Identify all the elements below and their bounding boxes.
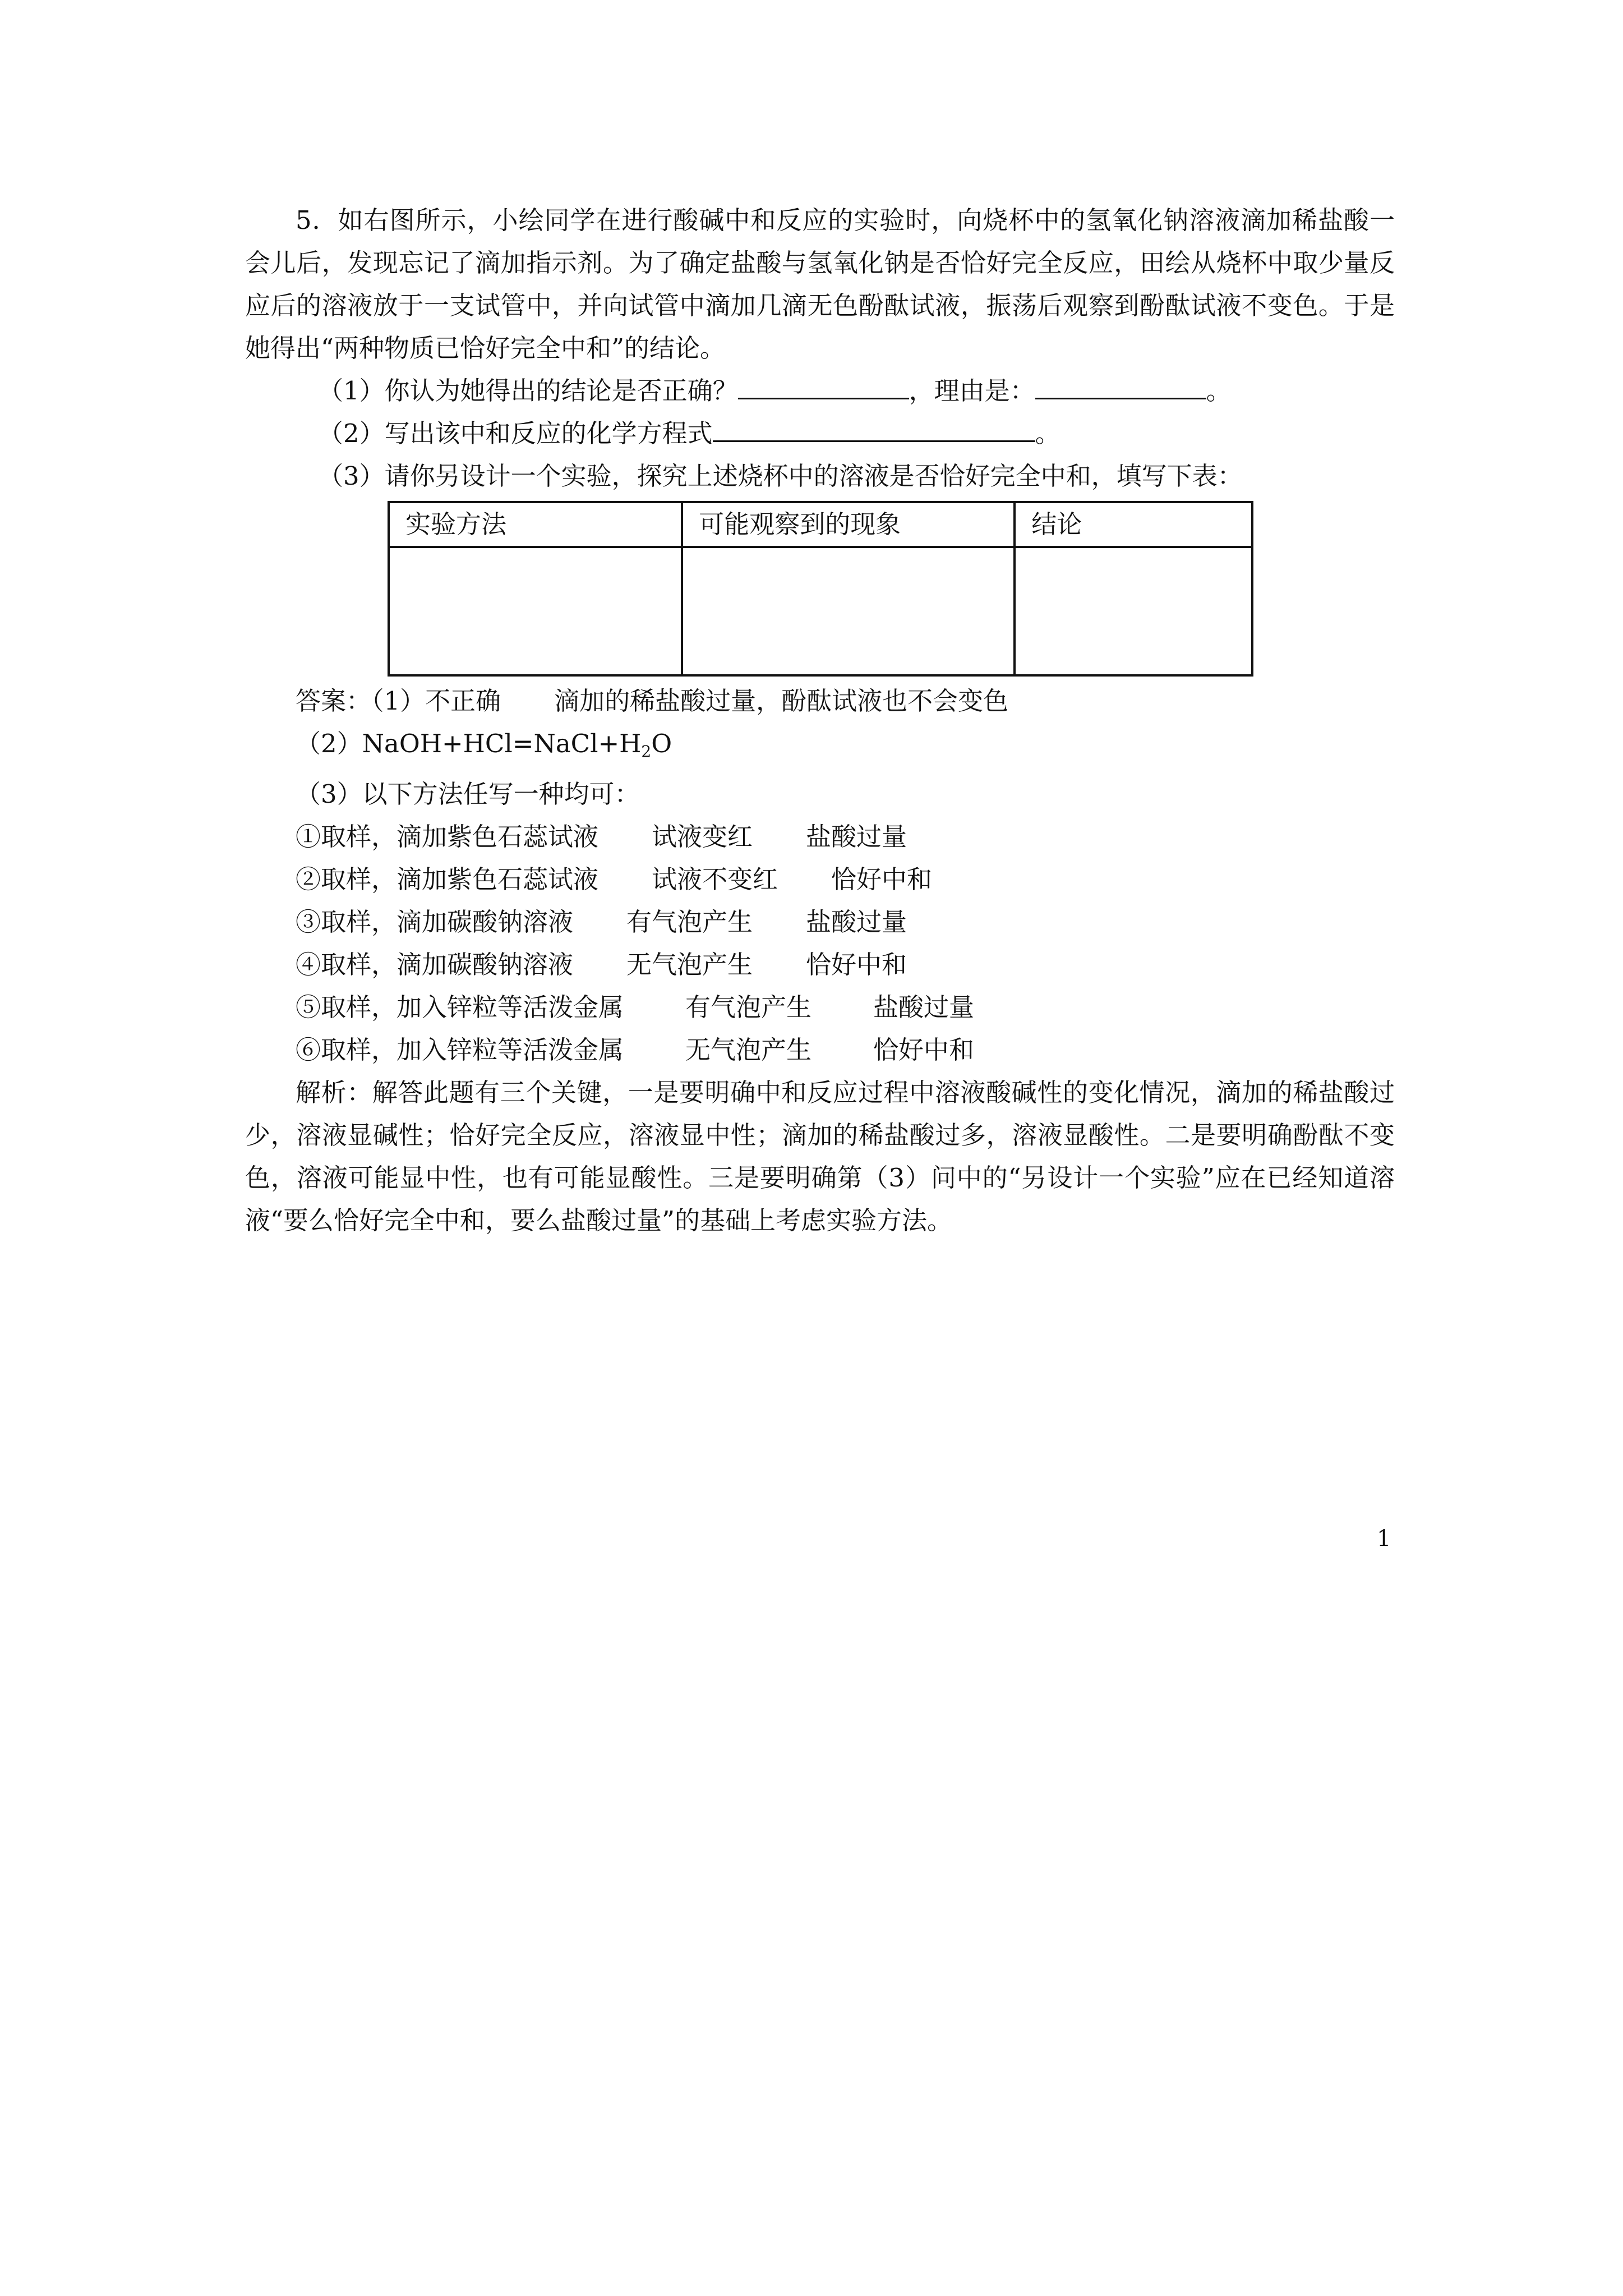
answer-2-equation-end: O <box>651 729 672 758</box>
list-item <box>245 944 1395 986</box>
option-phenomenon: 无气泡产生 <box>685 1035 812 1065</box>
list-item <box>245 1029 1395 1071</box>
option-method: ①取样，滴加紫色石蕊试液 <box>296 822 599 852</box>
list-item <box>245 986 1395 1029</box>
table-header-conclusion: 结论 <box>1015 502 1252 547</box>
question-3: （3）请你另设计一个实验，探究上述烧杯中的溶液是否恰好完全中和，填写下表： <box>318 461 1243 491</box>
answer-1-label: 答案：（1）不正确 <box>296 686 501 716</box>
answer-2-equation: （2）NaOH+HCl=NaCl+H <box>296 729 642 758</box>
option-phenomenon: 无气泡产生 <box>626 950 753 979</box>
option-conclusion: 恰好中和 <box>873 1035 975 1065</box>
answer-blank-3[interactable] <box>713 418 1035 442</box>
question-2-end: 。 <box>1035 418 1061 448</box>
option-conclusion: 恰好中和 <box>806 950 907 979</box>
analysis: 解析：解答此题有三个关键，一是要明确中和反应过程中溶液酸碱性的变化情况，滴加的稀盐酸过少，溶液显碱性；恰好完全反应，溶液显中性；滴加的稀盐酸过多，溶液显酸性。二是要明确酚酞不变色，溶液可能显中性，也有可能显酸性。三是要明确第（3）问中的“另设计一个实验”应在已经知道溶液“要么恰好完全中和，要么盐酸过量”的基础上考虑实验方法。 <box>245 1078 1395 1235</box>
experiment-table <box>388 501 1253 677</box>
list-item <box>245 858 1395 901</box>
question-1-end: 。 <box>1206 376 1232 406</box>
page-number: 1 <box>1377 1526 1391 1552</box>
question-1 <box>245 370 1395 412</box>
question-stem: 5．如右图所示，小绘同学在进行酸碱中和反应的实验时，向烧杯中的氢氧化钠溶液滴加稀盐酸一会儿后，发现忘记了滴加指示剂。为了确定盐酸与氢氧化钠是否恰好完全反应，田绘从烧杯中取少量反应后的溶液放于一支试管中，并向试管中滴加几滴无色酚酞试液，振荡后观察到酚酞试液不变色。于是她得出“两种物质已恰好完全中和”的结论。 <box>245 205 1395 363</box>
list-item <box>245 816 1395 858</box>
question-1-reason-text: ，理由是： <box>909 376 1035 406</box>
option-phenomenon: 试液变红 <box>652 822 753 852</box>
answer-options <box>245 816 1395 1071</box>
answer-blank-1[interactable] <box>738 375 909 399</box>
list-item <box>245 901 1395 944</box>
question-2 <box>245 412 1395 455</box>
answer-2 <box>245 723 1395 773</box>
option-method: ③取样，滴加碳酸钠溶液 <box>296 907 574 937</box>
option-method: ④取样，滴加碳酸钠溶液 <box>296 950 574 979</box>
option-phenomenon: 有气泡产生 <box>685 992 812 1022</box>
option-conclusion: 盐酸过量 <box>873 992 975 1022</box>
table-header-method: 实验方法 <box>389 502 682 547</box>
table-header-row <box>389 502 1252 547</box>
table-header-phenomenon: 可能观察到的现象 <box>682 502 1015 547</box>
answer-2-subscript: 2 <box>641 742 652 761</box>
option-phenomenon: 有气泡产生 <box>626 907 753 937</box>
question-2-text: （2）写出该中和反应的化学方程式 <box>318 418 713 448</box>
table-cell-conclusion[interactable] <box>1015 547 1252 675</box>
option-phenomenon: 试液不变红 <box>652 864 778 894</box>
answer-3: （3）以下方法任写一种均可： <box>296 779 640 809</box>
answer-1 <box>245 680 1395 723</box>
option-conclusion: 盐酸过量 <box>806 822 907 852</box>
table-cell-method[interactable] <box>389 547 682 675</box>
option-conclusion: 恰好中和 <box>831 864 933 894</box>
table-cell-phenomenon[interactable] <box>682 547 1015 675</box>
option-conclusion: 盐酸过量 <box>806 907 907 937</box>
table-row <box>389 547 1252 675</box>
question-1-text: （1）你认为她得出的结论是否正确？ <box>318 376 738 406</box>
option-method: ②取样，滴加紫色石蕊试液 <box>296 864 599 894</box>
option-method: ⑤取样，加入锌粒等活泼金属 <box>296 992 624 1022</box>
content-area <box>245 199 1395 1242</box>
option-method: ⑥取样，加入锌粒等活泼金属 <box>296 1035 624 1065</box>
answer-blank-2[interactable] <box>1035 375 1206 399</box>
answer-1-reason: 滴加的稀盐酸过量，酚酞试液也不会变色 <box>554 686 1009 716</box>
